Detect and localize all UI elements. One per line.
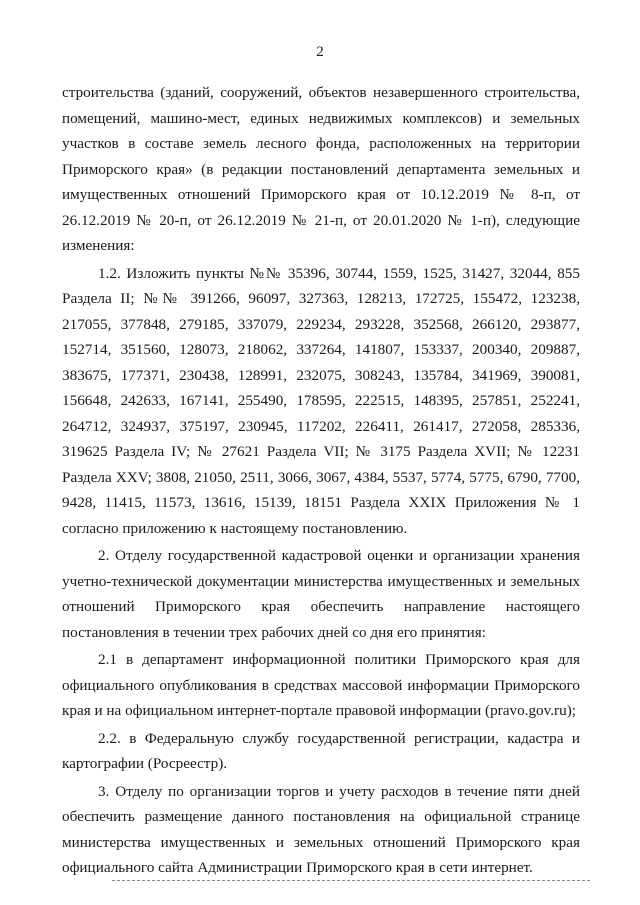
paragraph-item-2-1: 2.1 в департамент информационной политики Приморского края для официального опубликования в средствах массовой информации Приморского края и на официальном интернет-портале правовой информации (pravo.gov.ru); xyxy=(62,651,580,719)
paragraph-item-3: 3. Отделу по организации торгов и учету расходов в течение пяти дней обеспечить размещение данного постановления на официальной странице министерства имущественных и земельных отношений Приморского края официального сайта Администрации Приморского края в сети интернет. xyxy=(62,782,580,876)
paragraph-item-2: 2. Отделу государственной кадастровой оценки и организации хранения учетно-технической документации министерства имущественных и земельных отношений Приморского края обеспечить направление настоящего постановления в течении трех рабочих дней со дня его принятия: xyxy=(62,547,580,641)
paragraph-item-2-2: 2.2. в Федеральную службу государственной регистрации, кадастра и картографии (Росреестр). xyxy=(62,729,580,772)
footer-divider xyxy=(112,880,590,881)
paragraph-item-1-2: 1.2. Изложить пункты №№ 35396, 30744, 1559, 1525, 31427, 32044, 855 Раздела II; №№ 391266, 96097, 327363, 128213, 172725, 155472, 123238, 217055, 377848, 279185, 337079, 229234, 293228, 352568, 266120, 293877, 152714, 351560, 128073, 218062, 337264, 141807, 153337, 200340, 209887, 383675, 177371, 230438, 128991, 232075, 308243, 135784, 341969, 390081, 156648, 242633, 167141, 255490, 178595, 222515, 148395, 257851, 252241, 264712, 324937, 375197, 230945, 117202, 226411, 261417, 272058, 285336, 319625 Раздела IV; № 27621 Раздела VII; № 3175 Раздела XVII; № 12231 Раздела XXV; 3808, 21050, 2511, 3066, 3067, 4384, 5537, 5774, 5775, 6790, 7700, 9428, 11415, 11573, 13616, 15139, 18151 Раздела XXIX Приложения № 1 согласно приложению к настоящему постановлению. xyxy=(62,264,580,537)
page-number: 2 xyxy=(316,44,324,60)
document-body xyxy=(62,80,580,881)
paragraph-continuation: строительства (зданий, сооружений, объектов незавершенного строительства, помещений, машино-мест, единых недвижимых комплексов) и земельных участков в составе земель лесного фонда, расположенных на территории Приморского края» (в редакции постановлений департамента земельных и имущественных отношений Приморского края от 10.12.2019 № 8-п, от 26.12.2019 № 20-п, от 26.12.2019 № 21-п, от 20.01.2020 № 1-п), следующие изменения: xyxy=(62,84,580,254)
